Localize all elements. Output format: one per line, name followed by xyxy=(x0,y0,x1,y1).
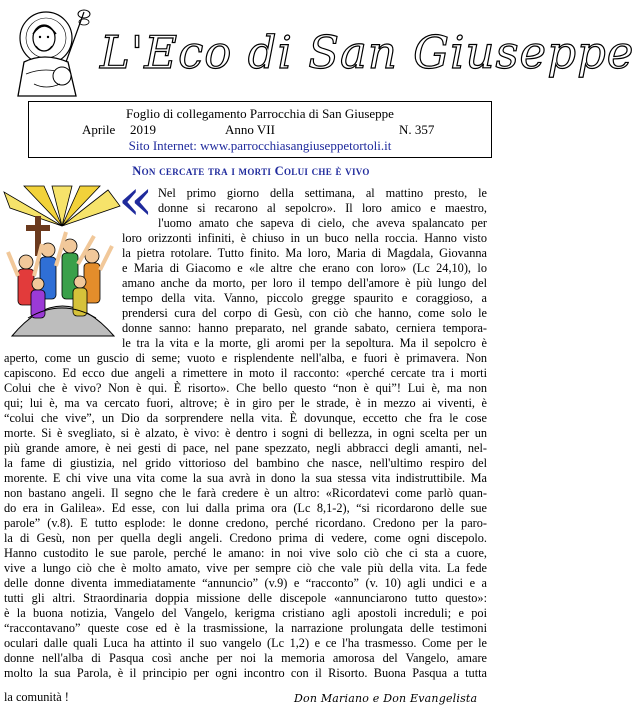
body-line: non bastano angeli. Il segno che le farà credere è un altro: «Ricordatevi come parlò quan- xyxy=(4,486,487,500)
body-line: e Maria di Giacomo e «le altre che erano con loro» (Lc 24,10), lo xyxy=(122,261,487,275)
body-line: amano anche da morto, per loro il tempo dell'amore è più lungo del xyxy=(122,276,487,290)
body-line: do era in Galilea». Ed esse, con lui dalla prima ora (Lc 8,1-2), “si ricordarono delle sue xyxy=(4,501,487,515)
body-line: tutti gli altri. Straordinaria doppia missione delle discepole «annunciarono tutto questo»: xyxy=(4,591,487,605)
body-line: donne sanno: hanno preparato, nel grande sabato, cerniera tempora- xyxy=(122,321,487,335)
body-line: Hanno custodito le sue parole, perché le amano: in noi vive solo ciò che ci sta a cuore, xyxy=(4,546,487,560)
body-line: l'uomo amato che sapeva di cielo, che aveva spalancato per xyxy=(158,216,487,230)
body-line: morente. E chi vive una vita come la sua avrà in dono la sua stessa vita indistruttibile. Ma xyxy=(4,471,487,485)
body-line: delle donne diventa immediatamente “annuncio” (v.9) e “racconto” (v. 10) agli undici e a xyxy=(4,576,487,590)
body-line: tempo della vita. Vanno, piccolo gregge spaurito e coraggioso, a xyxy=(122,291,487,305)
body-line: la comunità ! xyxy=(4,690,69,704)
issue-anno: Anno VII xyxy=(225,122,275,137)
signature: Don Mariano e Don Evangelista xyxy=(294,692,478,705)
body-line: la di Gesù, non per quella degli angeli. Credono prima di vedere, come ogni discepolo. xyxy=(4,531,487,545)
body-line: aperto, come un guscio di seme; vuoto e risplendente nell'alba, e fuori è primavera. Non xyxy=(4,351,487,365)
website-line[interactable]: Sito Internet: www.parrocchiasangiuseppetortoli.it xyxy=(128,138,392,153)
body-line: qui; lui è, ma va cercato fuori, altrove; è in giro per le strade, è in mezzo ai viventi, è xyxy=(4,396,487,410)
issue-month: Aprile xyxy=(82,122,116,137)
newsletter-title: L'Eco di San Giuseppe xyxy=(100,26,634,79)
parish-line: Foglio di collegamento Parrocchia di San Giuseppe xyxy=(126,106,394,121)
body-line: la fame di giustizia, nel grido vittorioso del bambino che nasce, nell'ultimo respiro del xyxy=(4,456,487,470)
body-line: “raccontavano” queste cose ed è la trasmissione, la narrazione prolungata delle testimoni xyxy=(4,621,487,635)
body-line: donne si recarono al sepolcro». Il loro amico e maestro, xyxy=(158,201,487,215)
body-line: prendersi cura del corpo di Gesù, con ciò che hanno, come solo le xyxy=(122,306,487,320)
issue-number: N. 357 xyxy=(399,122,435,137)
body-line: parole” (v.8). E tutto esplode: le donne credono, perché ricordano. Credono per la paro- xyxy=(4,516,487,530)
body-line: loro orizzonti infiniti, è chiuso in un buco nella roccia. Hanno visto xyxy=(122,231,487,245)
body-line: “colui che vive”, un Dio da sorprendere nella vita. È dovunque, eccetto che fra le cose xyxy=(4,411,487,425)
body-line: la pietra rotolare. Tutto finito. Ma loro, Maria di Magdala, Giovanna xyxy=(122,246,487,260)
body-line: vive a lungo ciò che è molto amato, vive per sempre ciò che vale più della vita. La fede xyxy=(4,561,487,575)
article-title: Non cercate tra i morti Colui che è vivo xyxy=(132,164,370,178)
body-line: morte. Si è svegliato, si è alzato, è vivo: è dentro i sogni di bellezza, in ogni scelta per un xyxy=(4,426,487,440)
body-line: donne nell'alba di Pasqua così anche per noi la memoria amorosa del Vangelo, amare xyxy=(4,651,487,665)
body-line: le tra la vita e la morte, gli aromi per la sepoltura. Ma il sepolcro è xyxy=(122,336,487,350)
opening-quote-mark: « xyxy=(118,165,154,233)
body-line: Nel primo giorno della settimana, al mattino presto, le xyxy=(158,186,487,200)
body-line: capiscono. Ed ecco due angeli a rimettere in moto il racconto: «perché cercate tra i morti xyxy=(4,366,487,380)
body-line: oculari dalle quali Luca ha attinto il suo vangelo (Lc 1,2) e ce l'ha trasmesso. Come per le xyxy=(4,636,487,650)
body-line: più grande amore, è nei gesti di pace, nel pane spezzato, negli abbracci degli amanti, nel- xyxy=(4,441,487,455)
body-line: Colui che è vivo? Non è qui. È risorto». Che bello questo “non è qui”! Lui è, ma non xyxy=(4,381,487,395)
issue-year: 2019 xyxy=(130,122,156,137)
body-line: molto la sua Parola, è il principio per ogni incontro con il Risorto. Buona Pasqua a tutta xyxy=(4,666,487,680)
body-line: è la buona notizia, Vangelo del Vangelo, kerigma cristiano agli apostoli increduli; e poi xyxy=(4,606,487,620)
